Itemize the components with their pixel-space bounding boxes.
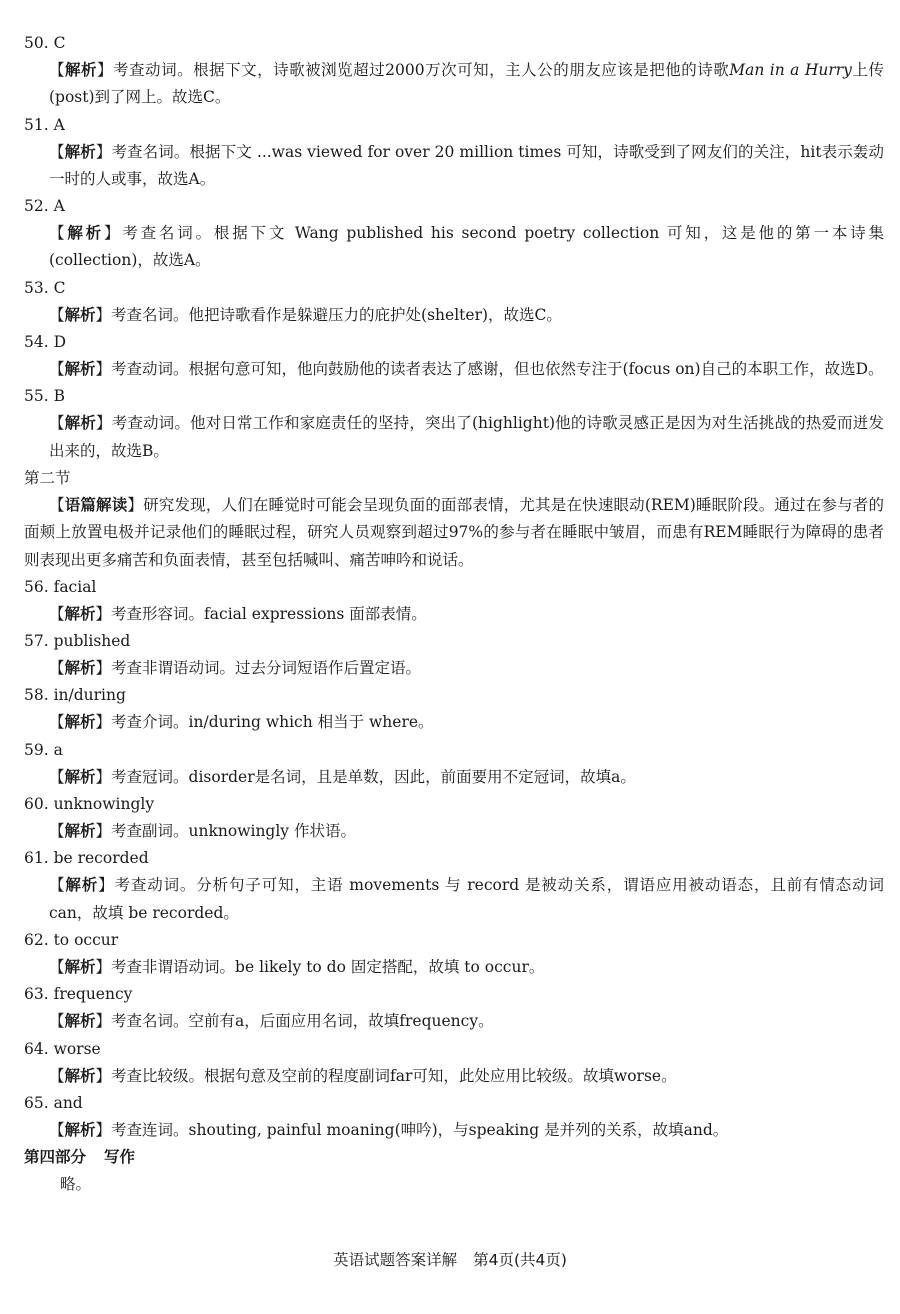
answer-item — [24, 845, 884, 927]
page-number: 第4页(共4页) — [473, 1251, 567, 1269]
answer-item — [24, 383, 884, 465]
answer-explanation: 【解析】考查动词。分析句子可知，主语 movements 与 record 是被动关系，谓语应用被动语态，且前有情态动词can，故填 be recorded。 — [49, 876, 884, 922]
answer-number: 51. A — [24, 115, 65, 134]
passage-summary: 【语篇解读】研究发现，人们在睡觉时可能会呈现负面的面部表情，尤其是在快速眼动(REM)睡眠阶段。通过在参与者的面颊上放置电极并记录他们的睡眠过程，研究人员观察到超过97%的参与者在睡眠中皱眉，而患有REM睡眠行为障碍的患者则表现出更多痛苦和负面表情，甚至包括喊叫、痛苦呻吟和说话。 — [24, 495, 884, 569]
answer-item — [24, 112, 884, 194]
answer-number: 54. D — [24, 333, 67, 352]
reading-label: 语篇解读 — [64, 495, 128, 514]
answer-item — [24, 1036, 884, 1090]
answer-number: 61. be recorded — [24, 849, 149, 868]
analysis-label: 解析 — [67, 224, 104, 243]
answer-number: 62. to occur — [24, 930, 119, 949]
answer-item — [24, 193, 884, 275]
answer-explanation: 【解析】考查形容词。facial expressions 面部表情。 — [49, 604, 427, 623]
answer-item — [24, 737, 884, 791]
answer-explanation: 【解析】考查比较级。根据句意及空前的程度副词far可知，此处应用比较级。故填worse。 — [49, 1066, 677, 1085]
analysis-label: 解析 — [64, 1066, 96, 1085]
part-four-body: 略。 — [60, 1175, 92, 1194]
answer-explanation: 【解析】考查冠词。disorder是名词，且是单数，因此，前面要用不定冠词，故填a。 — [49, 767, 636, 786]
answer-explanation: 【解析】考查连词。shouting, painful moaning(呻吟)，与speaking 是并列的关系，故填and。 — [49, 1120, 729, 1139]
page-footer — [0, 1248, 900, 1270]
answer-number: 50. C — [24, 34, 66, 52]
answer-explanation: 【解析】考查动词。根据句意可知，他向鼓励他的读者表达了感谢，但也依然专注于(focus on)自己的本职工作，故选D。 — [49, 360, 884, 379]
analysis-label: 解析 — [64, 1120, 96, 1139]
answer-item — [24, 1090, 884, 1144]
answer-explanation: 【解析】考查名词。根据下文 Wang published his second poetry collection 可知，这是他的第一本诗集(collection)，故选A。 — [49, 224, 884, 270]
answer-page — [24, 30, 884, 1198]
answer-explanation: 【解析】考查名词。他把诗歌看作是躲避压力的庇护处(shelter)，故选C。 — [49, 305, 562, 324]
analysis-label: 解析 — [64, 414, 97, 433]
part-label: 第四部分 — [24, 1148, 87, 1167]
answer-explanation: 【解析】考查名词。根据下文 ...was viewed for over 20 million times 可知，诗歌受到了网友们的关注，hit表示轰动一时的人或事，故选A。 — [49, 142, 884, 188]
analysis-label: 解析 — [64, 604, 96, 623]
answer-number: 65. and — [24, 1093, 83, 1112]
answer-explanation: 【解析】考查非谓语动词。过去分词短语作后置定语。 — [49, 659, 422, 678]
analysis-label: 解析 — [64, 767, 96, 786]
answer-number: 64. worse — [24, 1039, 101, 1058]
answer-explanation: 【解析】考查副词。unknowingly 作状语。 — [49, 822, 356, 841]
answer-number: 53. C — [24, 278, 66, 297]
answer-number: 52. A — [24, 197, 65, 216]
analysis-label: 解析 — [64, 1012, 96, 1031]
analysis-label: 解析 — [65, 61, 98, 79]
answer-explanation: 【解析】考查名词。空前有a，后面应用名词，故填frequency。 — [49, 1012, 494, 1031]
answer-item — [24, 30, 884, 112]
analysis-label: 解析 — [64, 305, 96, 324]
answer-item — [24, 574, 884, 628]
analysis-label: 解析 — [64, 659, 96, 678]
answer-number: 59. a — [24, 740, 63, 759]
analysis-label: 解析 — [65, 876, 99, 895]
answer-number: 56. facial — [24, 577, 97, 596]
answer-explanation: 【解析】考查动词。他对日常工作和家庭责任的坚持，突出了(highlight)他的诗歌灵感正是因为对生活挑战的热爱而迸发出来的，故选B。 — [49, 414, 884, 460]
poem-title: Man in a Hurry — [729, 61, 852, 79]
answer-number: 63. frequency — [24, 985, 133, 1004]
answer-item — [24, 329, 884, 383]
answer-number: 58. in/during — [24, 686, 126, 705]
answer-item — [24, 682, 884, 736]
analysis-label: 解析 — [64, 142, 96, 161]
analysis-label: 解析 — [64, 713, 96, 732]
answer-item — [24, 275, 884, 329]
answer-item — [24, 981, 884, 1035]
answer-explanation: 【解析】考查动词。根据下文，诗歌被浏览超过2000万次可知，主人公的朋友应该是把他的诗歌Man in a Hurry上传(post)到了网上。故选C。 — [49, 61, 884, 107]
analysis-label: 解析 — [64, 822, 96, 841]
analysis-label: 解析 — [64, 957, 96, 976]
answer-item — [24, 927, 884, 981]
part-title: 写作 — [104, 1148, 136, 1167]
answer-number: 60. unknowingly — [24, 795, 155, 814]
answer-number: 57. published — [24, 632, 131, 651]
part-four-heading — [24, 1144, 884, 1171]
answer-explanation: 【解析】考查介词。in/during which 相当于 where。 — [49, 713, 434, 732]
section-title: 第二节 — [24, 468, 71, 487]
document-title: 英语试题答案详解 — [333, 1251, 458, 1269]
answer-item — [24, 628, 884, 682]
answer-explanation: 【解析】考查非谓语动词。be likely to do 固定搭配，故填 to occur。 — [49, 957, 545, 976]
answer-number: 55. B — [24, 387, 65, 406]
analysis-label: 解析 — [64, 360, 96, 379]
answer-item — [24, 791, 884, 845]
